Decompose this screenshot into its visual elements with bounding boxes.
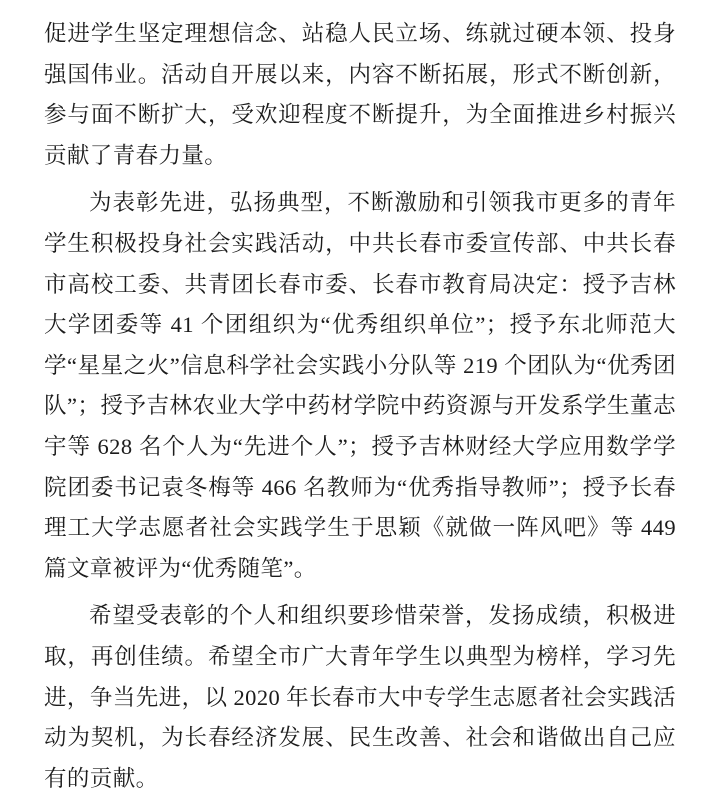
paragraph-expectation: 希望受表彰的个人和组织要珍惜荣誉，发扬成绩，积极进取，再创佳绩。希望全市广大青年学生以典型为榜样，学习先进，争当先进，以 2020 年长春市大中专学生志愿者社会实践活动为契机，为长春经济发展、民生改善、社会和谐做出自己应有的贡献。 [44,603,676,791]
paragraph-commendation: 为表彰先进，弘扬典型，不断激励和引领我市更多的青年学生积极投身社会实践活动，中共长春市委宣传部、中共长春市高校工委、共青团长春市委、长春市教育局决定：授予吉林大学团委等 41 个团组织为“优秀组织单位”；授予东北师范大学“星星之火”信息科学社会实践小分队等 219 个团队为“优秀团队”；授予吉林农业大学中药材学院中药资源与开发系学生董志宇等 628 名个人为“先进个人”；授予吉林财经大学应用数学学院团委书记袁冬梅等 466 名教师为“优秀指导教师”；授予长春理工大学志愿者社会实践学生于思颖《就做一阵风吧》等 449 篇文章被评为“优秀随笔”。 [44,190,676,581]
paragraph-continuation: 促进学生坚定理想信念、站稳人民立场、练就过硬本领、投身强国伟业。活动自开展以来，内容不断拓展，形式不断创新，参与面不断扩大，受欢迎程度不断提升，为全面推进乡村振兴贡献了青春力量。 [44,21,676,168]
document-body [44,14,676,799]
